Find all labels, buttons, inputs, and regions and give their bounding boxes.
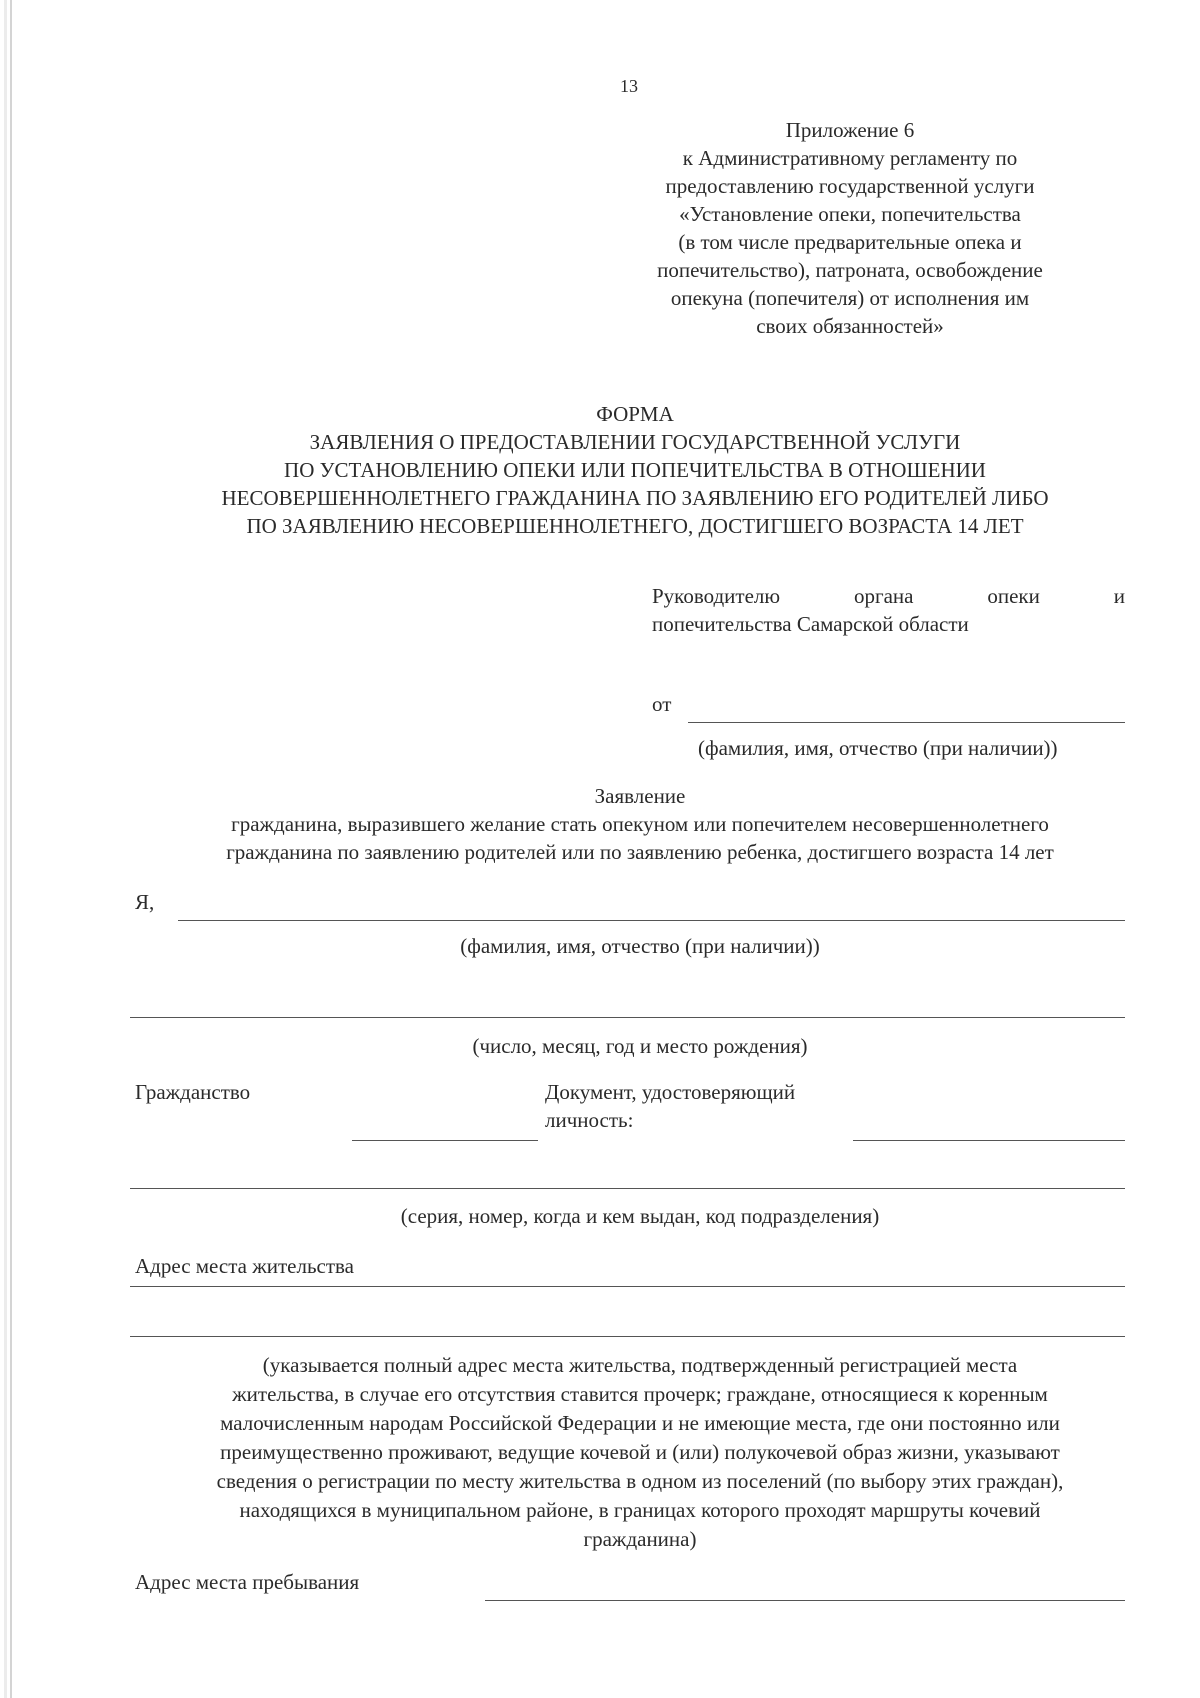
residence-note-line: гражданина) <box>583 1527 697 1551</box>
form-title-line: ЗАЯВЛЕНИЯ О ПРЕДОСТАВЛЕНИИ ГОСУДАРСТВЕННОЙ УСЛУГИ <box>309 430 961 454</box>
annex-line: попечительство), патроната, освобождение <box>657 258 1043 282</box>
form-title-line: ПО ЗАЯВЛЕНИЮ НЕСОВЕРШЕННОЛЕТНЕГО, ДОСТИГШЕГО ВОЗРАСТА 14 ЛЕТ <box>246 514 1024 538</box>
from-label: от <box>652 692 672 716</box>
statement-subtitle-line: гражданина по заявлению родителей или по заявлению ребенка, достигшего возраста 14 лет <box>226 840 1054 864</box>
form-title <box>120 400 1150 540</box>
residence-note-line: преимущественно проживают, ведущие кочевой и (или) полукочевой образ жизни, указывают <box>220 1440 1060 1464</box>
from-caption: (фамилия, имя, отчество (при наличии)) <box>698 736 1058 760</box>
annex-line: к Административному регламенту по <box>682 146 1018 170</box>
statement-subtitle-line: гражданина, выразившего желание стать опекуном или попечителем несовершеннолетнего <box>231 812 1049 836</box>
residence-note-line: сведения о регистрации по месту жительства в одном из поселений (по выбору этих граждан), <box>216 1469 1064 1493</box>
addressee-word: и <box>1113 584 1125 608</box>
annex-line: «Установление опеки, попечительства <box>679 202 1021 226</box>
stay-label: Адрес места пребывания <box>135 1570 360 1594</box>
citizenship-label: Гражданство <box>135 1080 251 1104</box>
birth-input-line[interactable] <box>130 1017 1125 1018</box>
citizenship-input-line[interactable] <box>352 1140 538 1141</box>
id-doc-input-line[interactable] <box>853 1140 1125 1141</box>
annex-line: Приложение 6 <box>785 118 915 142</box>
residence-input-line-2[interactable] <box>130 1336 1125 1337</box>
fio-input-line[interactable] <box>178 920 1125 921</box>
addressee-word: органа <box>853 584 914 608</box>
addressee-line1 <box>652 582 1125 610</box>
scan-edge-shadow <box>4 0 7 1698</box>
form-title-line: ФОРМА <box>596 402 674 426</box>
addressee-word: Руководителю <box>652 584 781 608</box>
birth-caption: (число, месяц, год и место рождения) <box>472 1034 808 1058</box>
addressee-line2: попечительства Самарской области <box>652 612 969 636</box>
form-title-line: НЕСОВЕРШЕННОЛЕТНЕГО ГРАЖДАНИНА ПО ЗАЯВЛЕНИЮ ЕГО РОДИТЕЛЕЙ ЛИБО <box>221 486 1049 510</box>
residence-note-line: малочисленным народам Российской Федерации и не имеющие места, где они постоянно или <box>220 1411 1060 1435</box>
annex-line: опекуна (попечителя) от исполнения им <box>670 286 1030 310</box>
residence-label: Адрес места жительства <box>135 1254 354 1278</box>
annex-block <box>610 116 1090 340</box>
page-number: 13 <box>620 76 638 96</box>
from-input-line[interactable] <box>688 722 1125 723</box>
statement-heading: Заявление <box>594 784 686 808</box>
residence-note-line: жительства, в случае его отсутствия ставится прочерк; граждане, относящиеся к коренным <box>232 1382 1048 1406</box>
residence-input-line[interactable] <box>130 1286 1125 1287</box>
annex-line: своих обязанностей» <box>756 314 944 338</box>
scan-edge <box>10 0 12 1698</box>
addressee-word: опеки <box>987 584 1040 608</box>
form-title-line: ПО УСТАНОВЛЕНИЮ ОПЕКИ ИЛИ ПОПЕЧИТЕЛЬСТВА В ОТНОШЕНИИ <box>284 458 986 482</box>
residence-note <box>120 1351 1160 1554</box>
fio-caption: (фамилия, имя, отчество (при наличии)) <box>460 934 820 958</box>
passport-input-line[interactable] <box>130 1188 1125 1189</box>
annex-line: (в том числе предварительные опека и <box>678 230 1022 254</box>
id-doc-label-cont: личность: <box>545 1108 634 1132</box>
i-label: Я, <box>135 890 155 914</box>
stay-input-line[interactable] <box>485 1600 1125 1601</box>
residence-note-line: (указывается полный адрес места жительства, подтвержденный регистрацией места <box>262 1353 1018 1377</box>
annex-line: предоставлению государственной услуги <box>665 174 1035 198</box>
residence-note-line: находящихся в муниципальном районе, в границах которого проходят маршруты кочевий <box>239 1498 1041 1522</box>
passport-caption: (серия, номер, когда и кем выдан, код подразделения) <box>400 1204 880 1228</box>
id-doc-label: Документ, удостоверяющий <box>545 1080 796 1104</box>
